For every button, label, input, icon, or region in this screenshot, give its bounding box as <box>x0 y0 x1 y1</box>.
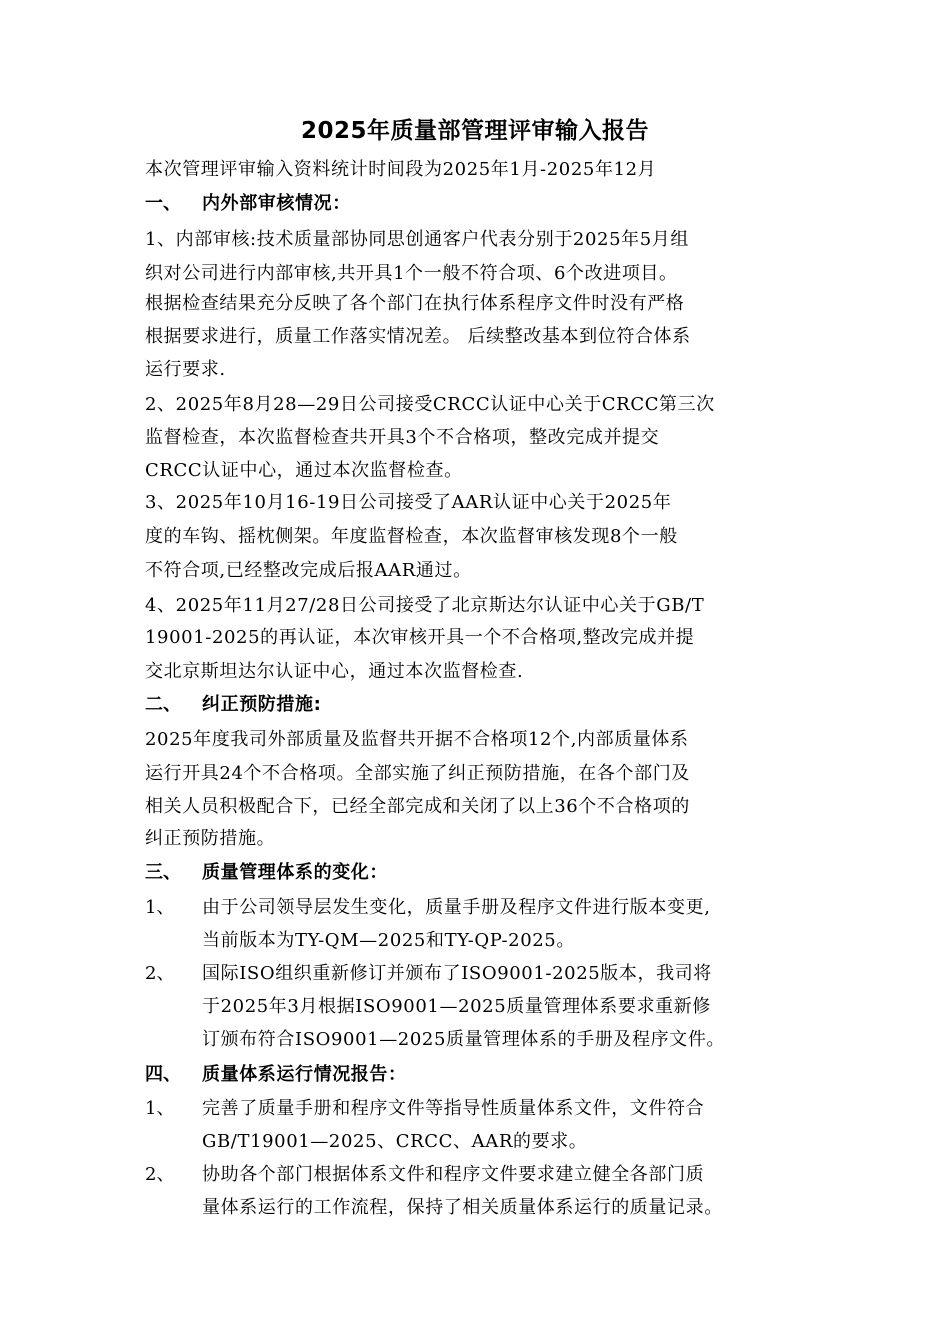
intro-line: 本次管理评审输入资料统计时间段为2025年1月-2025年12月 <box>145 159 657 180</box>
section2-heading: 纠正预防措施: <box>202 694 322 715</box>
list-item-line: 由于公司领导层发生变化，质量手册及程序文件进行版本变更, <box>202 897 711 918</box>
paragraph-line: 监督检查，本次监督检查共开具3个不合格项，整改完成并提交 <box>145 427 660 448</box>
paragraph-line: CRCC认证中心，通过本次监督检查。 <box>145 460 463 481</box>
paragraph-line: 2、2025年8月28—29日公司接受CRCC认证中心关于CRCC第三次 <box>145 394 715 415</box>
paragraph-line: 根据要求进行，质量工作落实情况差。 后续整改基本到位符合体系 <box>145 326 691 347</box>
section4-marker: 四、 <box>145 1064 181 1085</box>
list-item-line: 国际ISO组织重新修订并颁布了ISO9001-2025版本，我司将 <box>202 963 712 984</box>
section3-marker: 三、 <box>145 862 181 883</box>
paragraph-line: 交北京斯坦达尔认证中心，通过本次监督检查. <box>145 661 524 682</box>
list-item-line: 量体系运行的工作流程，保持了相关质量体系运行的质量记录。 <box>202 1197 723 1218</box>
paragraph-line: 1、内部审核:技术质量部协同思创通客户代表分别于2025年5月组 <box>145 229 689 250</box>
list-item-line: GB/T19001—2025、CRCC、AAR的要求。 <box>202 1131 588 1152</box>
paragraph-line: 3、2025年10月16-19日公司接受了AAR认证中心关于2025年 <box>145 492 672 513</box>
list-item-line: 于2025年3月根据ISO9001—2025质量管理体系要求重新修 <box>202 996 711 1017</box>
list-item-line: 完善了质量手册和程序文件等指导性质量体系文件，文件符合 <box>202 1098 705 1119</box>
document-title: 2025年质量部管理评审输入报告 <box>300 118 649 144</box>
list-item-line: 协助各个部门根据体系文件和程序文件要求建立健全各部门质 <box>202 1164 705 1185</box>
list-item-marker: 1、 <box>145 897 175 918</box>
list-item-marker: 2、 <box>145 963 175 984</box>
list-item-marker: 1、 <box>145 1098 175 1119</box>
section2-marker: 二、 <box>145 694 181 715</box>
list-item-line: 当前版本为TY-QM—2025和TY-QP-2025。 <box>202 930 575 951</box>
section1-heading: 内外部审核情况： <box>202 193 351 214</box>
paragraph-line: 织对公司进行内部审核,共开具1个一般不符合项、6个改进项目。 <box>145 263 678 284</box>
paragraph-line: 根据检查结果充分反映了各个部门在执行体系程序文件时没有严格 <box>145 293 685 314</box>
list-item-marker: 2、 <box>145 1164 175 1185</box>
paragraph-line: 运行要求. <box>145 359 226 380</box>
paragraph-line: 4、2025年11月27/28日公司接受了北京斯达尔认证中心关于GB/T <box>145 595 705 616</box>
section1-marker: 一、 <box>145 193 181 214</box>
section3-heading: 质量管理体系的变化： <box>202 862 388 883</box>
paragraph-line: 2025年度我司外部质量及监督共开据不合格项12个,内部质量体系 <box>145 729 689 750</box>
paragraph-line: 度的车钩、摇枕侧架。年度监督检查，本次监督审核发现8个一般 <box>145 526 678 547</box>
section4-heading: 质量体系运行情况报告： <box>202 1064 407 1085</box>
paragraph-line: 纠正预防措施。 <box>145 828 276 849</box>
paragraph-line: 运行开具24个不合格项。全部实施了纠正预防措施，在各个部门及 <box>145 763 690 784</box>
paragraph-line: 相关人员积极配合下，已经全部完成和关闭了以上36个不合格项的 <box>145 796 690 817</box>
paragraph-line: 不符合项,已经整改完成后报AAR通过。 <box>145 560 472 581</box>
list-item-line: 订颁布符合ISO9001—2025质量管理体系的手册及程序文件。 <box>202 1029 726 1050</box>
paragraph-line: 19001-2025的再认证，本次审核开具一个不合格项,整改完成并提 <box>145 627 695 648</box>
